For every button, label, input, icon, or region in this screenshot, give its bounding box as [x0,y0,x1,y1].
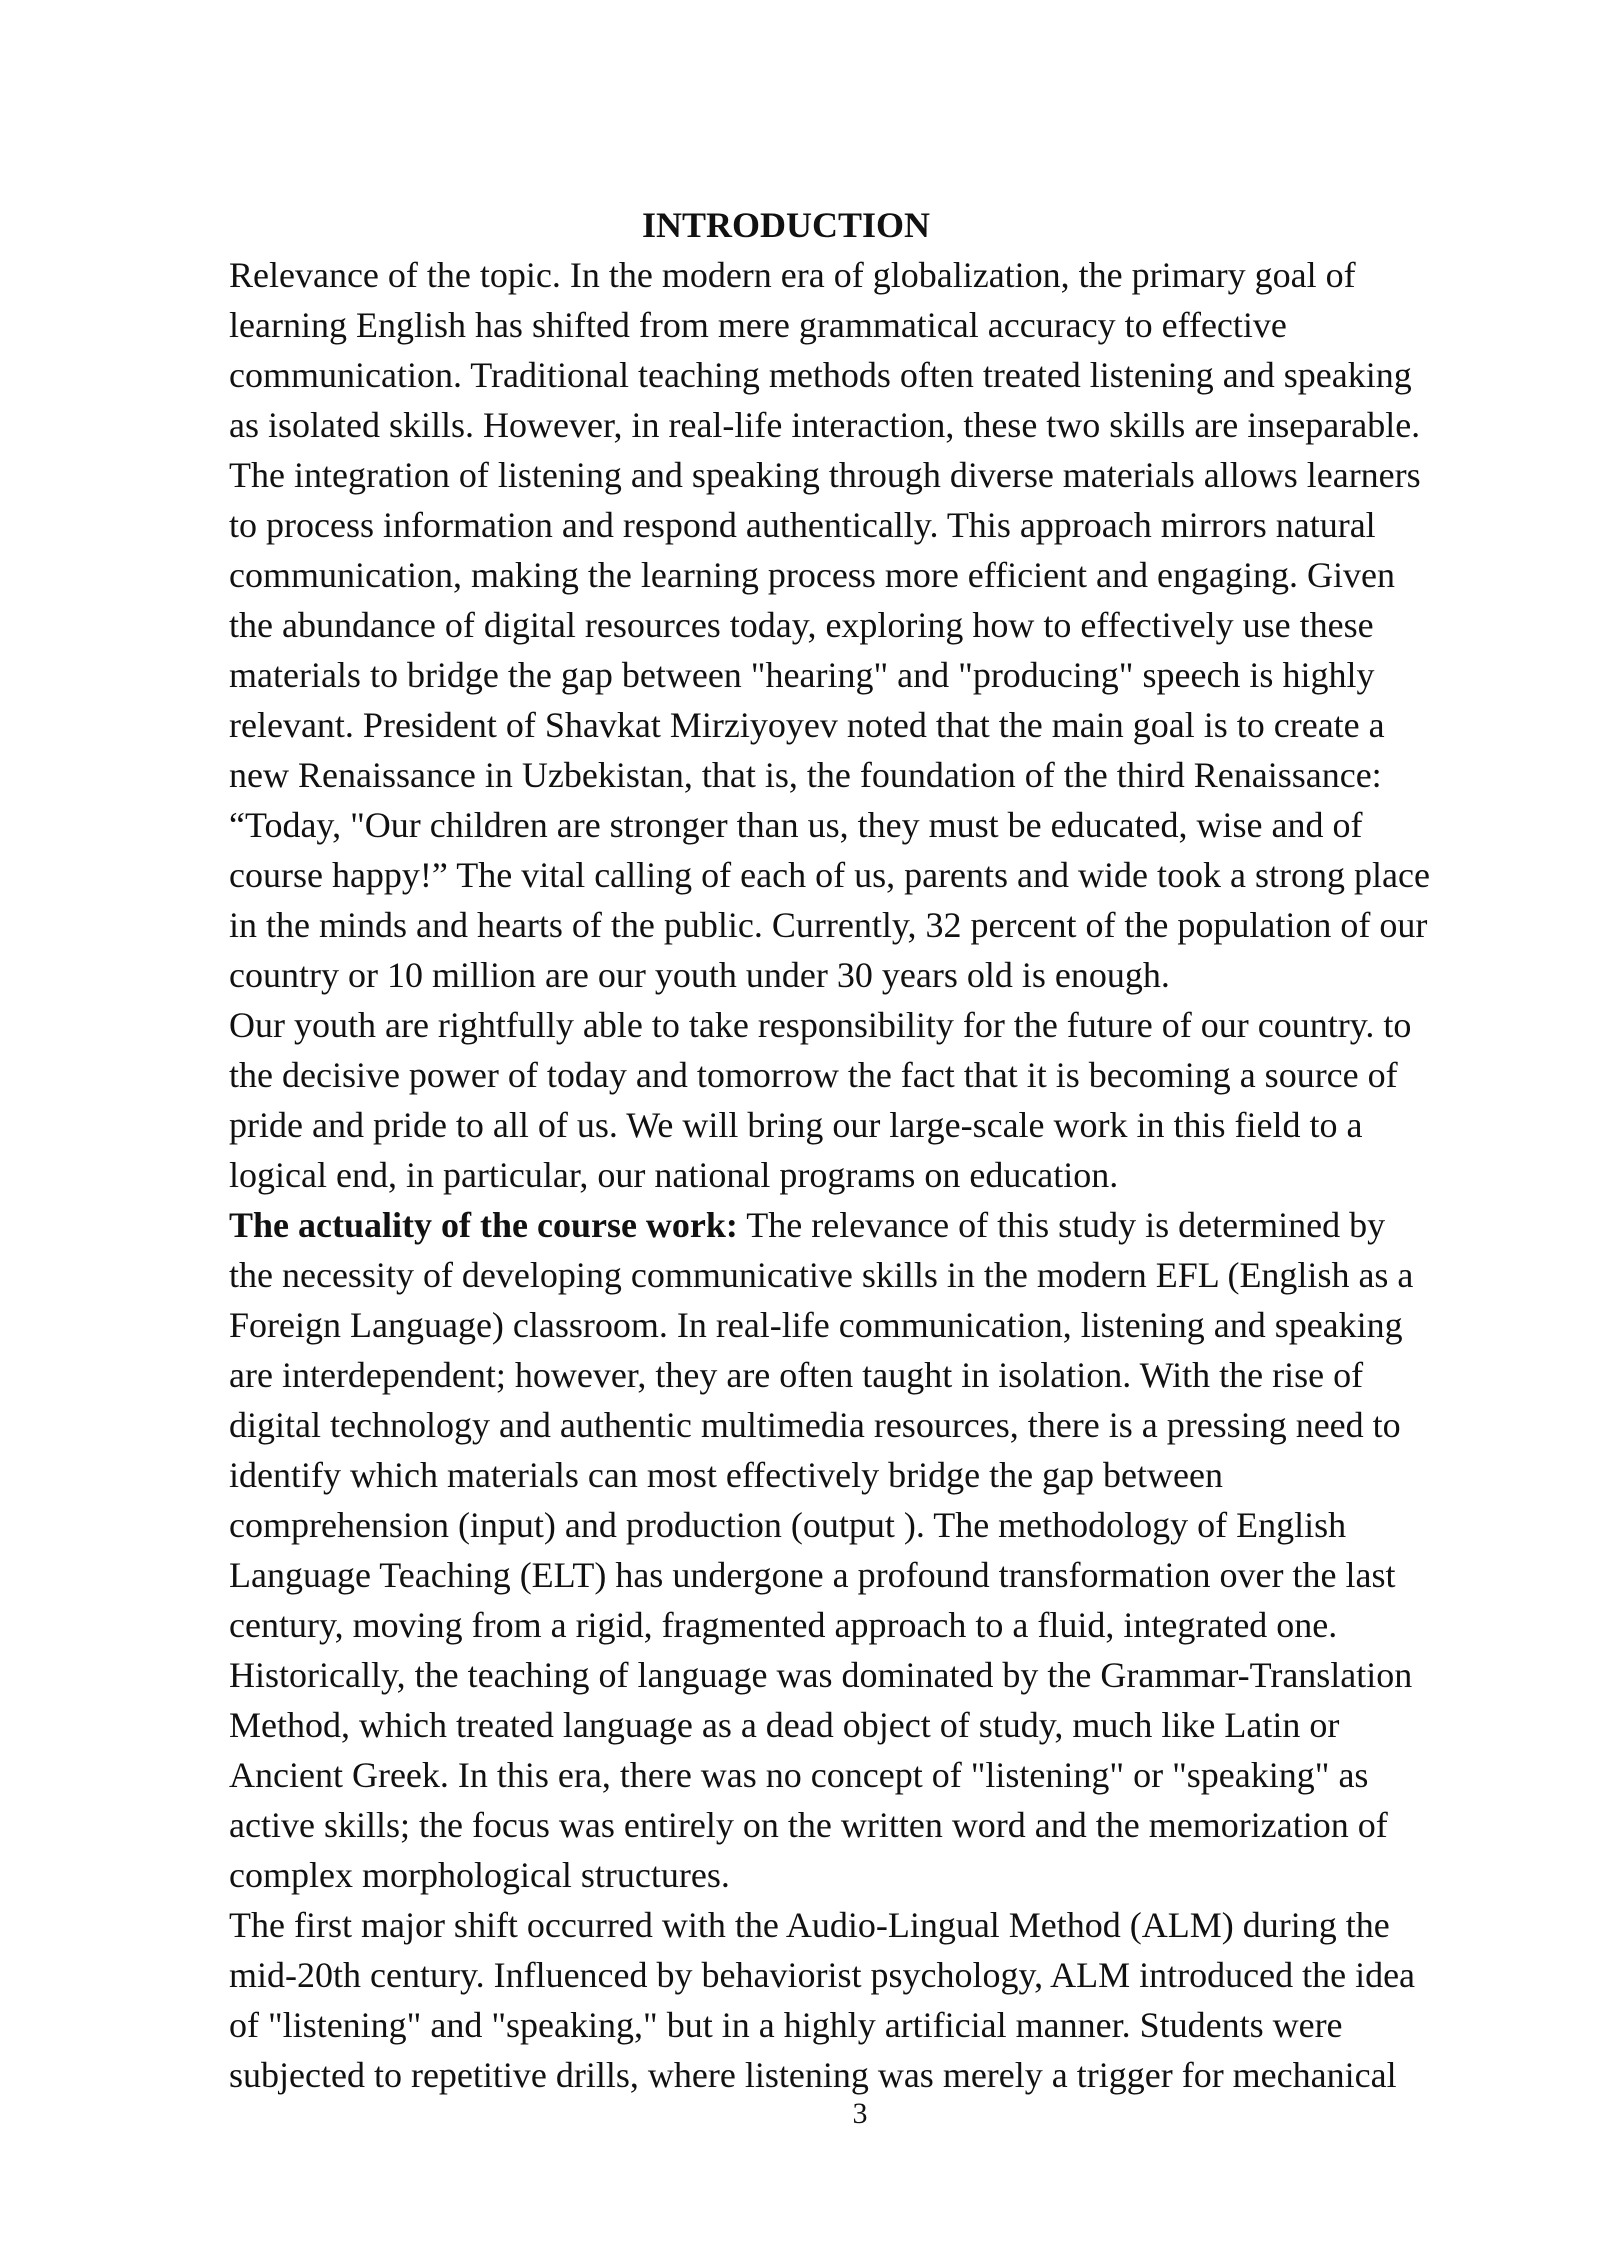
text-line: the abundance of digital resources today, exploring how to effectively use these [229,605,1374,645]
body-text [229,250,1499,2100]
text-line: Language Teaching (ELT) has undergone a profound transformation over the last [229,1555,1396,1595]
text-line: Historically, the teaching of language was dominated by the Grammar-Translation [229,1655,1413,1695]
text-line: Relevance of the topic. In the modern era of globalization, the primary goal of [229,255,1356,295]
page-number: 3 [852,2097,868,2130]
text-line: mid-20th century. Influenced by behaviorist psychology, ALM introduced the idea [229,1955,1416,1995]
text-line: are interdependent; however, they are often taught in isolation. With the rise of [229,1355,1364,1395]
text-line: The first major shift occurred with the Audio-Lingual Method (ALM) during the [229,1905,1390,1945]
text-line: the necessity of developing communicative skills in the modern EFL (English as a [229,1255,1414,1295]
text-line: logical end, in particular, our national programs on education. [229,1155,1119,1195]
text-line: active skills; the focus was entirely on the written word and the memorization of [229,1805,1388,1845]
text-line: Foreign Language) classroom. In real-life communication, listening and speaking [229,1305,1403,1345]
text-line: relevant. President of Shavkat Mirziyoyev noted that the main goal is to create a [229,705,1385,745]
text-line: communication, making the learning process more efficient and engaging. Given [229,555,1395,595]
text-line: subjected to repetitive drills, where listening was merely a trigger for mechanical [229,2055,1397,2095]
actuality-heading: The actuality of the course work: [229,1205,738,1245]
text-line-rest: The relevance of this study is determined by [737,1205,1386,1245]
text-line: learning English has shifted from mere grammatical accuracy to effective [229,305,1287,345]
text-line: new Renaissance in Uzbekistan, that is, the foundation of the third Renaissance: [229,755,1382,795]
text-line: as isolated skills. However, in real-life interaction, these two skills are inseparable. [229,405,1421,445]
text-line: materials to bridge the gap between "hearing" and "producing" speech is highly [229,655,1375,695]
text-line: The integration of listening and speaking through diverse materials allows learners [229,455,1421,495]
text-line: “Today, "Our children are stronger than us, they must be educated, wise and of [229,805,1363,845]
text-line: digital technology and authentic multimedia resources, there is a pressing need to [229,1405,1401,1445]
text-line: to process information and respond authentically. This approach mirrors natural [229,505,1376,545]
text-line: in the minds and hearts of the public. Currently, 32 percent of the population of our [229,905,1428,945]
actuality-paragraph-start [229,1200,1499,1250]
text-line: communication. Traditional teaching methods often treated listening and speaking [229,355,1412,395]
text-line: course happy!” The vital calling of each of us, parents and wide took a strong place [229,855,1430,895]
text-line: century, moving from a rigid, fragmented approach to a fluid, integrated one. [229,1605,1338,1645]
page-title: INTRODUCTION [641,205,931,245]
text-line: complex morphological structures. [229,1855,730,1895]
text-line: pride and pride to all of us. We will bring our large-scale work in this field to a [229,1105,1363,1145]
text-line: country or 10 million are our youth under 30 years old is enough. [229,955,1170,995]
text-line: comprehension (input) and production (output ). The methodology of English [229,1505,1347,1545]
text-line: the decisive power of today and tomorrow the fact that it is becoming a source of [229,1055,1398,1095]
text-line: of "listening" and "speaking," but in a highly artificial manner. Students were [229,2005,1343,2045]
text-line: Method, which treated language as a dead object of study, much like Latin or [229,1705,1340,1745]
text-line: identify which materials can most effectively bridge the gap between [229,1455,1223,1495]
text-line: Our youth are rightfully able to take responsibility for the future of our country. to [229,1005,1412,1045]
text-line: Ancient Greek. In this era, there was no concept of "listening" or "speaking" as [229,1755,1369,1795]
